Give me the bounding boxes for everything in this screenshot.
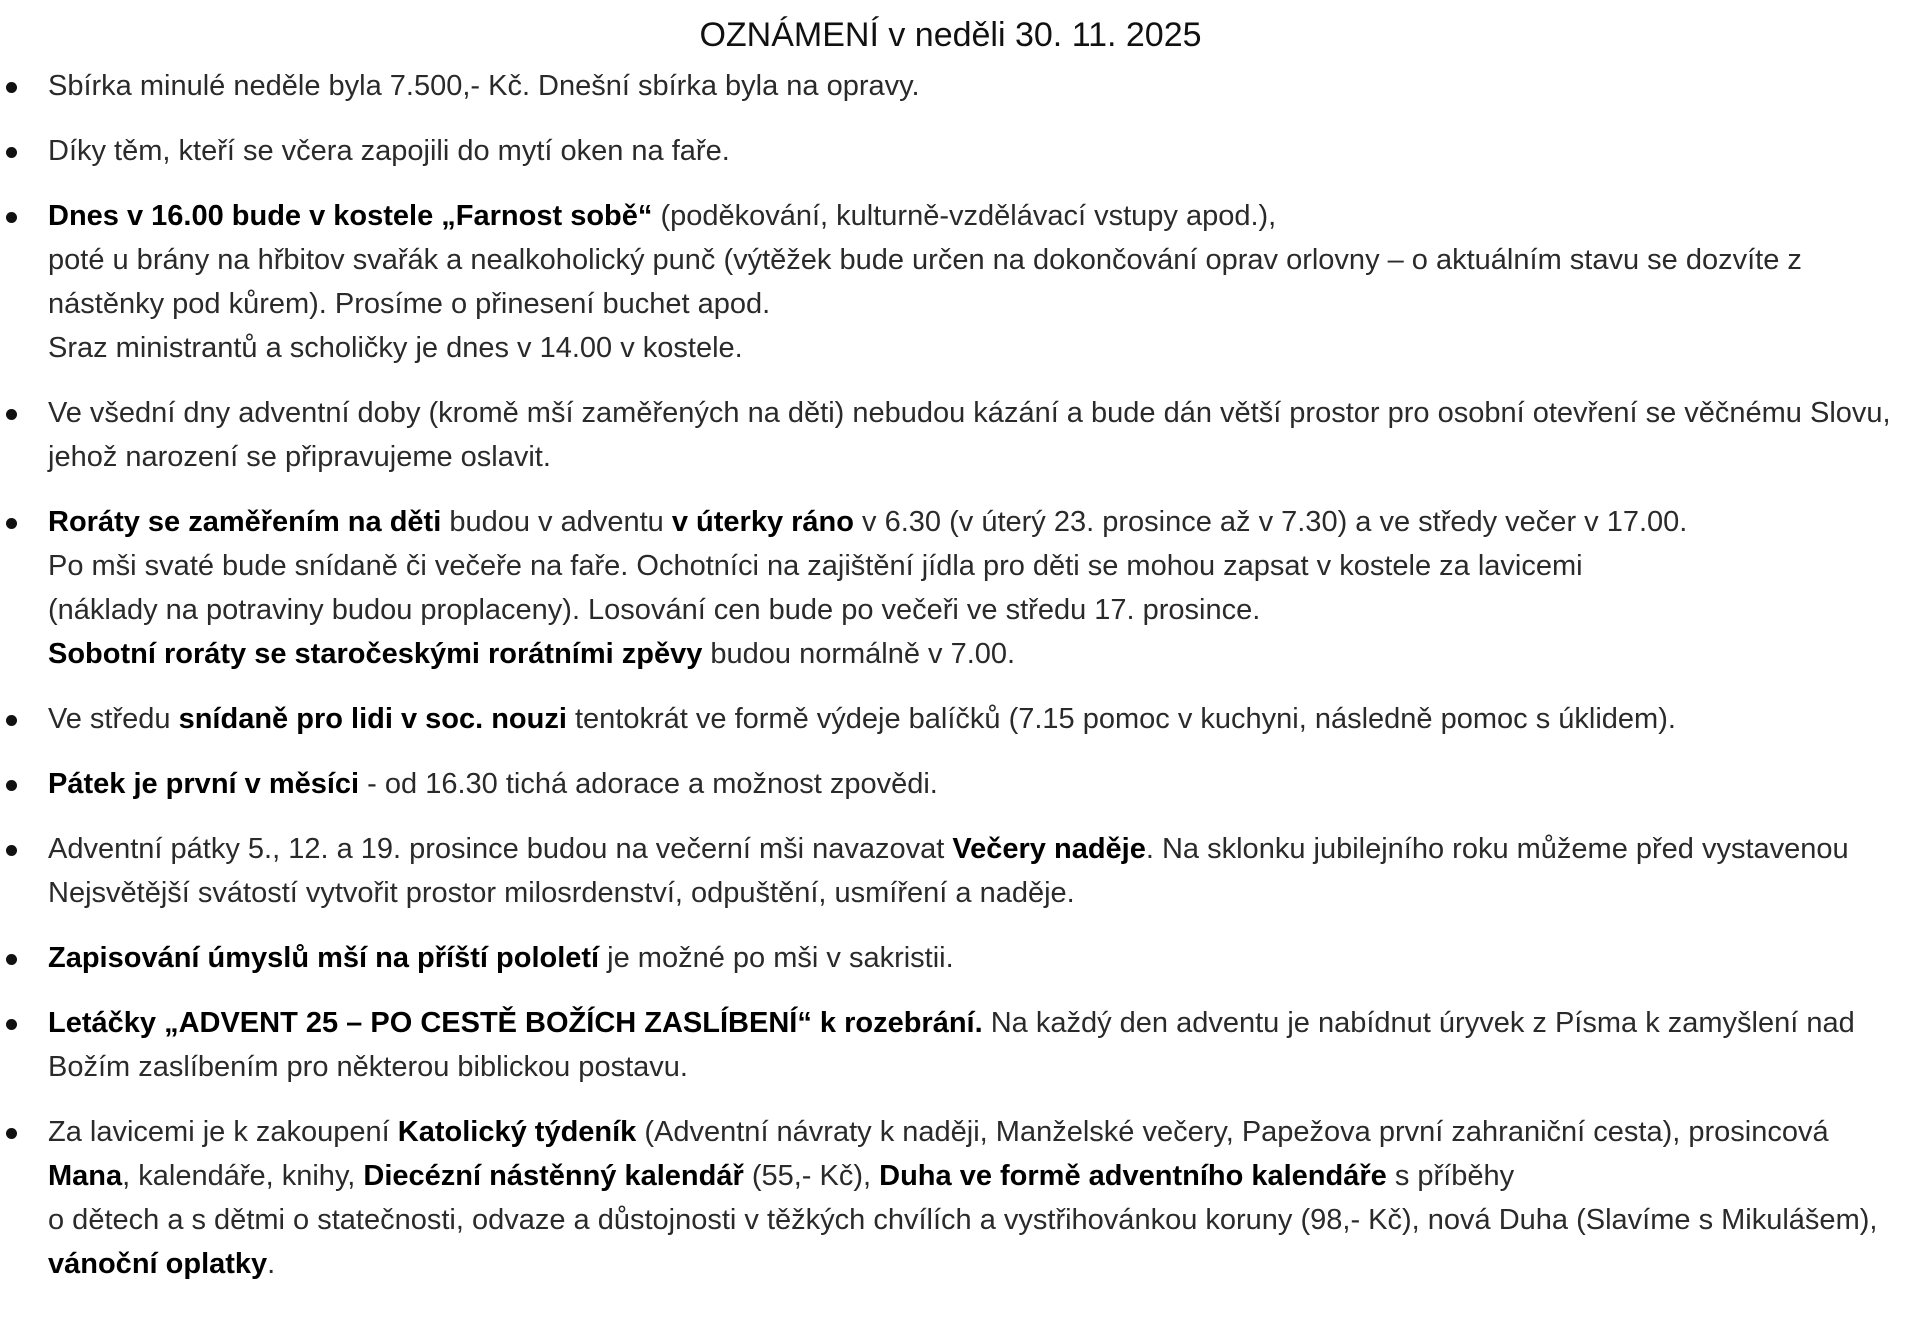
announcement-text xyxy=(48,129,1901,173)
text-segment: . Na sklonku jubilejního roku můžeme před vystavenou Nejsvětější svátostí vytvořit prostor milosrdenství, odpuštění, usmíření a naděje. xyxy=(48,833,1849,909)
announcement-item xyxy=(0,762,1901,806)
emphasized-text: v úterky ráno xyxy=(671,506,854,538)
bullet-icon xyxy=(6,518,17,529)
announcement-text xyxy=(48,936,1901,980)
announcement-item xyxy=(0,697,1901,741)
bullet-icon xyxy=(6,409,17,420)
text-segment: . xyxy=(267,1248,276,1280)
bullet-icon xyxy=(6,147,17,158)
emphasized-text: Letáčky „ADVENT 25 – PO CESTĚ BOŽÍCH ZASLÍBENÍ“ k rozebrání. xyxy=(48,1007,983,1039)
text-segment: Díky těm, kteří se včera zapojili do mytí oken na faře. xyxy=(48,135,730,167)
emphasized-text: Duha ve formě adventního kalendáře xyxy=(879,1160,1387,1192)
announcement-text xyxy=(48,194,1901,370)
announcement-text xyxy=(48,762,1901,806)
announcement-item xyxy=(0,64,1901,108)
text-segment: je možné po mši v sakristii. xyxy=(599,942,954,974)
bullet-icon xyxy=(6,1019,17,1030)
text-segment: Adventní pátky 5., 12. a 19. prosince budou na večerní mši navazovat xyxy=(48,833,953,865)
announcement-item xyxy=(0,827,1901,915)
text-segment: Po mši svaté bude snídaně či večeře na faře. Ochotníci na zajištění jídla pro děti se mohou zapsat v kostele za lavicemi xyxy=(48,550,1583,582)
text-segment: Sraz ministrantů a scholičky je dnes v 14.00 v kostele. xyxy=(48,332,743,364)
announcement-item xyxy=(0,500,1901,676)
announcement-item xyxy=(0,194,1901,370)
emphasized-text: Diecézní nástěnný kalendář xyxy=(363,1160,744,1192)
bullet-icon xyxy=(6,954,17,965)
text-segment: budou normálně v 7.00. xyxy=(702,638,1016,670)
emphasized-text: Mana xyxy=(48,1160,123,1192)
text-segment: Ve středu xyxy=(48,703,179,735)
bullet-icon xyxy=(6,780,17,791)
emphasized-text: Zapisování úmyslů mší na příští pololetí xyxy=(48,942,600,974)
announcement-text xyxy=(48,827,1901,915)
text-segment: o dětech a s dětmi o statečnosti, odvaze a důstojnosti v těžkých chvílích a vystřihovánkou koruny (98,- Kč), nová Duha (Slavíme s Mikulášem), xyxy=(48,1204,1878,1236)
announcement-list xyxy=(0,64,1901,1286)
announcement-item xyxy=(0,391,1901,479)
text-segment: (náklady na potraviny budou proplaceny). Losování cen bude po večeři ve středu 17. prosince. xyxy=(48,594,1261,626)
text-segment: - od 16.30 tichá adorace a možnost zpovědi. xyxy=(359,768,938,800)
announcement-text xyxy=(48,1001,1901,1089)
emphasized-text: Pátek je první v měsíci xyxy=(48,768,360,800)
announcement-text xyxy=(48,1110,1901,1286)
bullet-icon xyxy=(6,212,17,223)
announcement-item xyxy=(0,1110,1901,1286)
text-segment: (Adventní návraty k naději, Manželské večery, Papežova první zahraniční cesta), prosincová xyxy=(636,1116,1829,1148)
bullet-icon xyxy=(6,82,17,93)
text-segment: v 6.30 (v úterý 23. prosince až v 7.30) a ve středy večer v 17.00. xyxy=(853,506,1688,538)
text-segment: Za lavicemi je k zakoupení xyxy=(48,1116,398,1148)
bullet-icon xyxy=(6,845,17,856)
page-title: OZNÁMENÍ v neděli 30. 11. 2025 xyxy=(699,16,1202,54)
announcement-text xyxy=(48,697,1901,741)
emphasized-text: Večery naděje xyxy=(952,833,1146,865)
text-segment: poté u brány na hřbitov svařák a nealkoholický punč (výtěžek bude určen na dokončování oprav orlovny – o aktuálním stavu se dozvíte z nástěnky pod kůrem). Prosíme o přinesení buchet apod. xyxy=(48,244,1802,320)
emphasized-text: Sobotní roráty se staročeskými rorátními zpěvy xyxy=(48,638,703,670)
emphasized-text: Katolický týdeník xyxy=(397,1116,637,1148)
emphasized-text: Roráty se zaměřením na děti xyxy=(48,506,442,538)
text-segment: Ve všední dny adventní doby (kromě mší zaměřených na děti) nebudou kázání a bude dán větší prostor pro osobní otevření se věčnému Slovu, jehož narození se připravujeme oslavit. xyxy=(48,397,1891,473)
text-segment: budou v adventu xyxy=(441,506,672,538)
text-segment: Sbírka minulé neděle byla 7.500,- Kč. Dnešní sbírka byla na opravy. xyxy=(48,70,920,102)
announcement-item xyxy=(0,936,1901,980)
text-segment: (poděkování, kulturně-vzdělávací vstupy apod.), xyxy=(652,200,1277,232)
text-segment: (55,- Kč), xyxy=(743,1160,880,1192)
bullet-icon xyxy=(6,715,17,726)
emphasized-text: Dnes v 16.00 bude v kostele „Farnost sobě“ xyxy=(48,200,653,232)
announcement-text xyxy=(48,500,1901,676)
text-segment: s příběhy xyxy=(1386,1160,1515,1192)
bullet-icon xyxy=(6,1128,17,1139)
announcement-item xyxy=(0,1001,1901,1089)
emphasized-text: vánoční oplatky xyxy=(48,1248,268,1280)
announcement-text xyxy=(48,64,1901,108)
emphasized-text: snídaně pro lidi v soc. nouzi xyxy=(178,703,567,735)
text-segment: tentokrát ve formě výdeje balíčků (7.15 pomoc v kuchyni, následně pomoc s úklidem). xyxy=(566,703,1676,735)
text-segment: , kalendáře, knihy, xyxy=(122,1160,364,1192)
announcement-item xyxy=(0,129,1901,173)
announcement-text xyxy=(48,391,1901,479)
text-segment: Na každý den adventu je nabídnut úryvek z Písma k zamyšlení nad Božím zaslíbením pro některou biblickou postavu. xyxy=(48,1007,1855,1083)
